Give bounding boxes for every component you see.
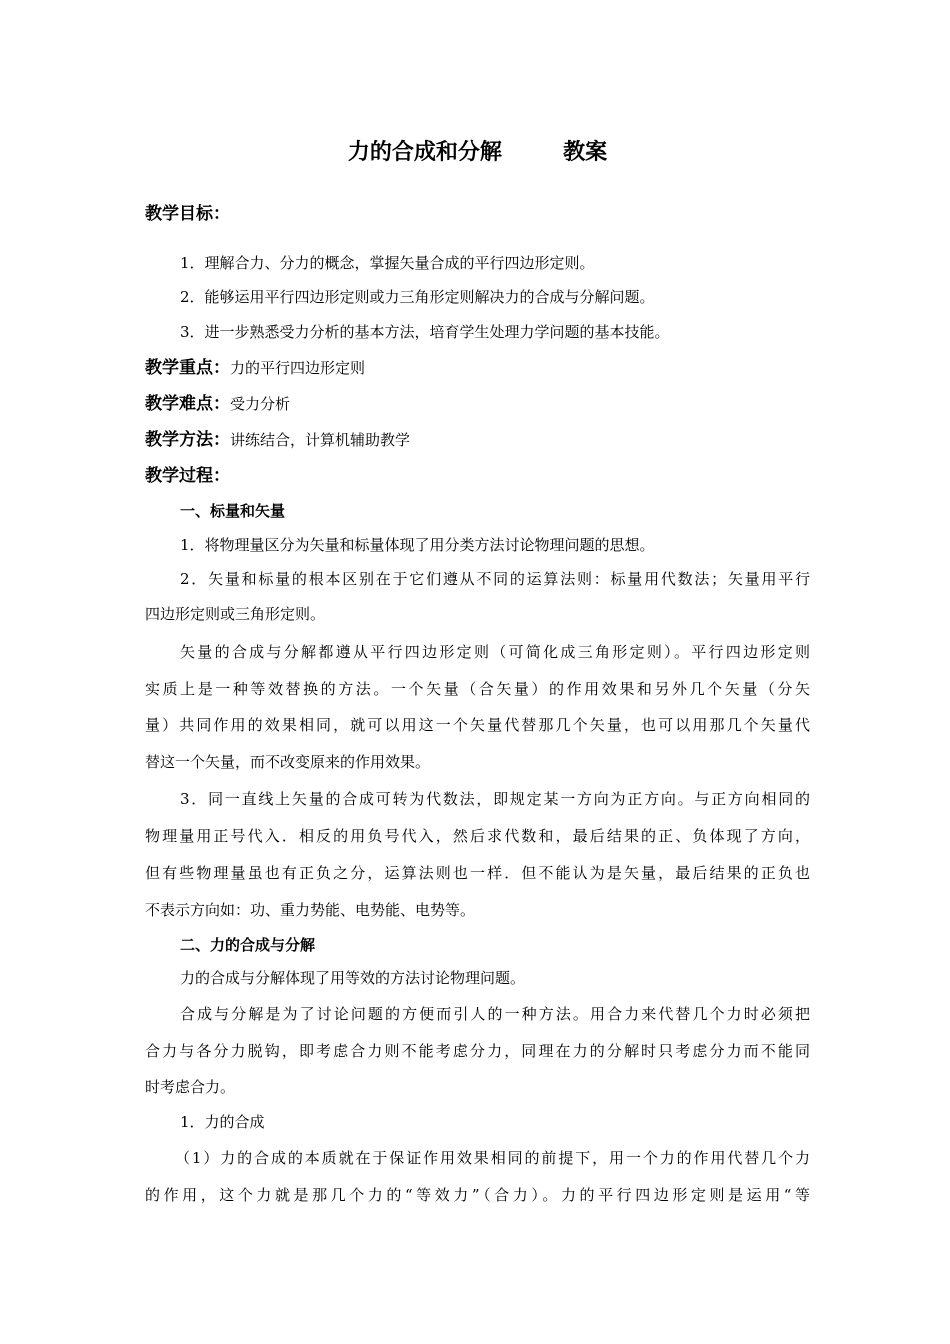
paragraph-line: （1）力的合成的本质就在于保证作用效果相同的前提下，用一个力的作用代替几个力 [175,1149,810,1167]
key-point-label: 教学重点： [145,358,230,378]
paragraph-line: 1．将物理量区分为矢量和标量体现了用分类方法讨论物理问题的思想。 [180,536,655,554]
paragraph-line: 但有些物理量虽也有正负之分，运算法则也一样．但不能认为是矢量，最后结果的正负也 [145,864,810,882]
paragraph-line: 不表示方向如：功、重力势能、电势能、电势等。 [145,901,476,919]
subsection-title: 1．力的合成 [180,1113,265,1131]
paragraph-line: 实质上是一种等效替换的方法。一个矢量（合矢量）的作用效果和另外几个矢量（分矢 [145,680,810,698]
paragraph-line: 替这一个矢量，而不改变原来的作用效果。 [145,753,431,771]
paragraph-line: 2．矢量和标量的根本区别在于它们遵从不同的运算法则：标量用代数法；矢量用平行 [180,570,810,588]
key-point-value: 力的平行四边形定则 [230,359,366,377]
objective-item: 1．理解合力、分力的概念，掌握矢量合成的平行四边形定则。 [180,254,595,272]
paragraph-line: 矢量的合成与分解都遵从平行四边形定则（可简化成三角形定则）。平行四边形定则 [180,643,810,661]
difficulty-row [145,392,290,416]
paragraph-line: 量）共同作用的效果相同，就可以用这一个矢量代替那几个矢量，也可以用那几个矢量代 [145,716,810,734]
method-label: 教学方法： [145,430,230,450]
section-title: 二、力的合成与分解 [180,936,316,954]
objective-item: 3．进一步熟悉受力分析的基本方法，培育学生处理力学问题的基本技能。 [180,323,670,341]
paragraph-line: 力的合成与分解体现了用等效的方法讨论物理问题。 [180,969,526,987]
method-row [145,428,410,452]
section-title: 一、标量和矢量 [180,502,286,520]
paragraph-line: 时考虑合力。 [145,1078,236,1096]
method-value: 讲练结合，计算机辅助教学 [230,431,411,449]
paragraph-line: 四边形定则或三角形定则。 [145,605,326,623]
paragraph-line: 合力与各分力脱钩，即考虑合力则不能考虑分力，同理在力的分解时只考虑分力而不能同 [145,1042,810,1060]
key-point-row [145,356,365,380]
process-heading: 教学过程： [145,466,230,486]
difficulty-label: 教学难点： [145,394,230,414]
objectives-heading: 教学目标： [145,204,230,224]
paragraph-line: 3．同一直线上矢量的合成可转为代数法，即规定某一方向为正方向。与正方向相同的 [180,790,810,808]
paragraph-line: 物理量用正号代入．相反的用负号代入，然后求代数和，最后结果的正、负体现了方向， [145,827,810,845]
objective-item: 2．能够运用平行四边形定则或力三角形定则解决力的合成与分解问题。 [180,288,655,306]
document-title: 力的合成和分解 教案 [347,140,608,165]
paragraph-line: 合成与分解是为了讨论问题的方便而引人的一种方法。用合力来代替几个力时必须把 [180,1005,810,1023]
difficulty-value: 受力分析 [230,395,291,413]
paragraph-line: 的作用，这个力就是那几个力的“等效力”（合力）。力的平行四边形定则是运用“等 [145,1186,810,1204]
